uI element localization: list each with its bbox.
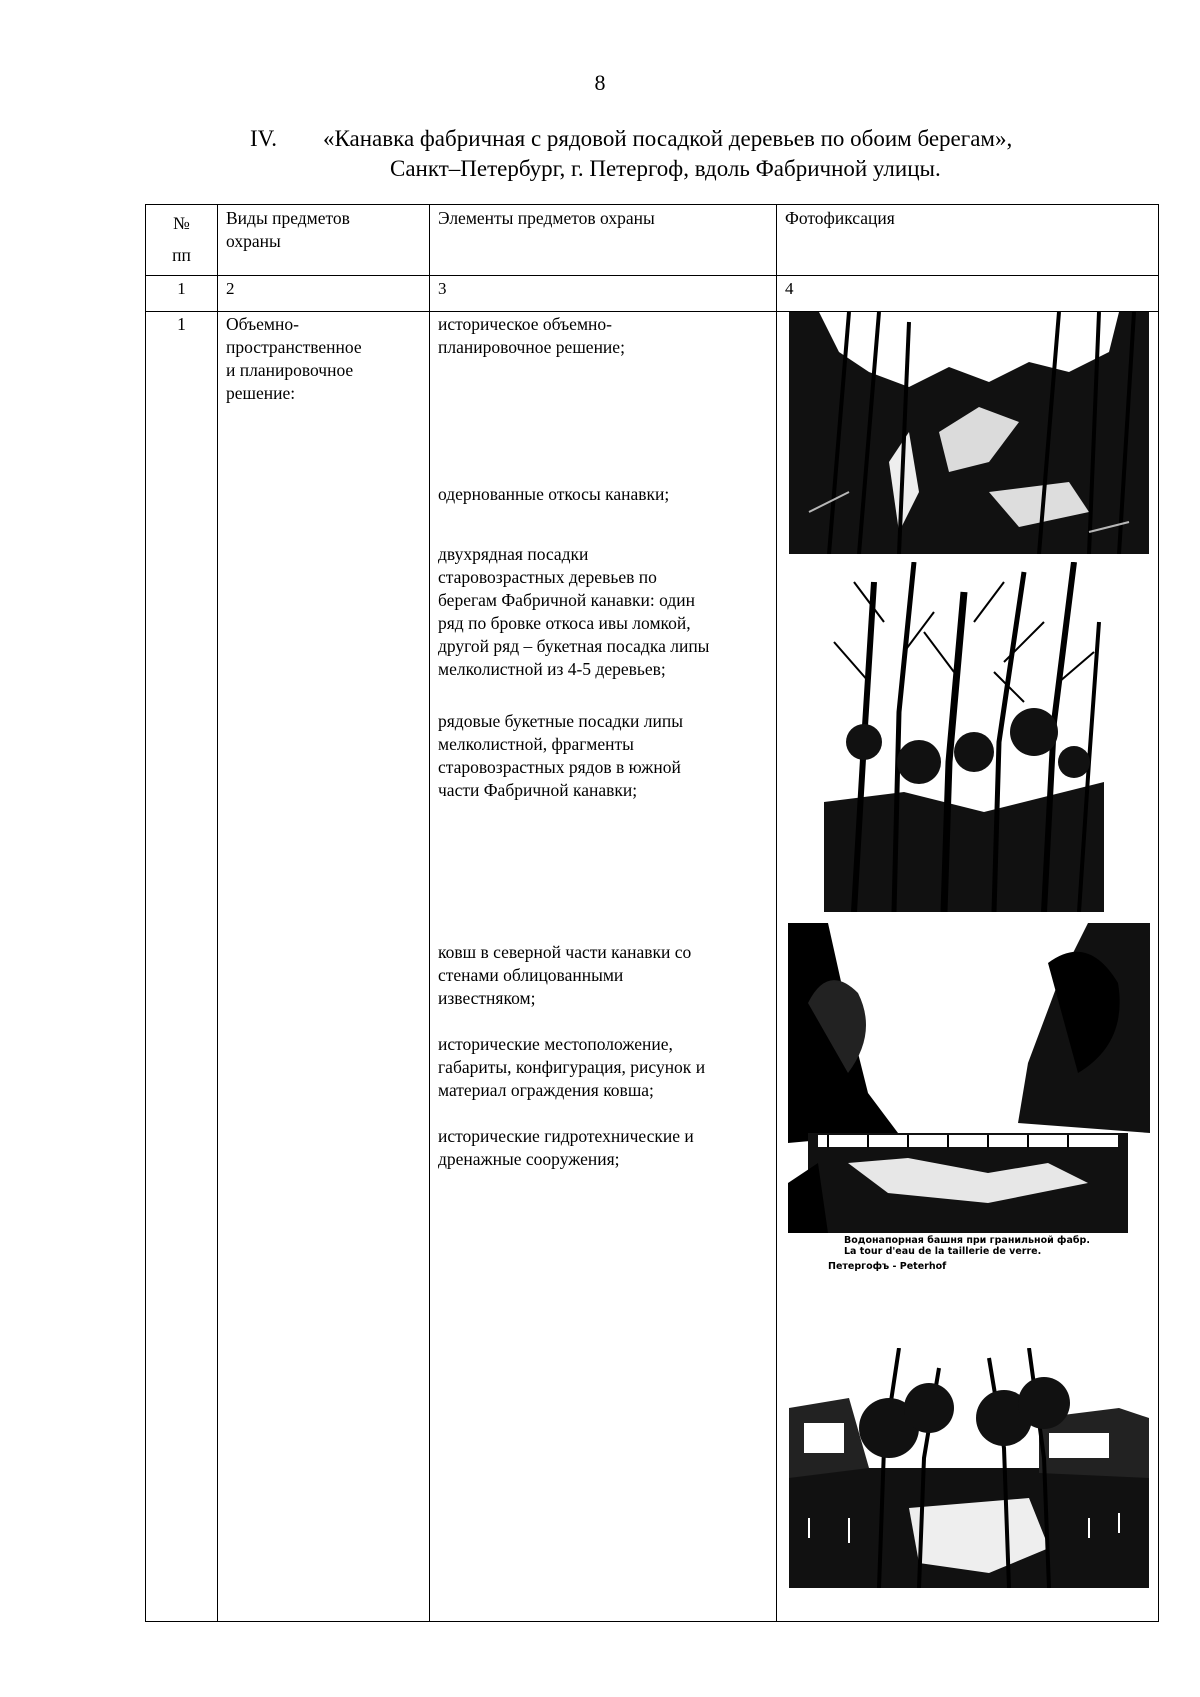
index-cell-1: 1 <box>177 279 186 298</box>
table-column-divider <box>776 205 777 1621</box>
element-item: двухрядная посадки старовозрастных деревьев по берегам Фабричной канавки: один ряд по бровке откоса ивы ломкой, другой ряд – букетная посадка липы мелколистной из 4-5 деревьев; <box>438 544 710 679</box>
header-number <box>146 207 217 271</box>
element-item: рядовые букетные посадки липы мелколистной, фрагменты старовозрастных рядов в южной части Фабричной канавки; <box>438 711 684 800</box>
section-number: IV. <box>250 126 278 151</box>
header-protection-elements: Элементы предметов охраны <box>438 208 655 228</box>
header-protection-types: Виды предметов охраны <box>226 208 350 251</box>
element-item: ковш в северной части канавки со стенами облицованными известняком; <box>438 942 692 1008</box>
postcard-caption: La tour d'eau de la taillerie de verre. <box>844 1246 1042 1257</box>
index-cell-2: 2 <box>226 279 235 298</box>
section-title-line1: «Канавка фабричная с рядовой посадкой деревьев по обоим берегам», <box>323 126 1013 151</box>
header-number-pp: пп <box>172 245 191 265</box>
element-item: одернованные откосы канавки; <box>438 484 670 504</box>
photo-tree-rows <box>824 562 1104 912</box>
page-number: 8 <box>594 70 606 95</box>
row-number: 1 <box>177 314 186 334</box>
header-number-sign: № <box>173 213 190 233</box>
table-column-divider <box>429 205 430 1621</box>
table-row-divider <box>146 275 1158 276</box>
element-item: исторические местоположение, габариты, конфигурация, рисунок и материал ограждения ковша; <box>438 1034 706 1100</box>
index-cell-4: 4 <box>785 279 794 298</box>
row-protection-type: Объемно- пространственное и планировочное решение: <box>226 314 362 403</box>
element-item: исторические гидротехнические и дренажные сооружения; <box>438 1126 694 1169</box>
postcard-caption: Водонапорная башня при гранильной фабр. <box>844 1235 1090 1246</box>
photo-canal-bucket <box>789 1348 1149 1588</box>
photo-canal-slopes <box>789 312 1149 554</box>
photo-water-tower-postcard <box>788 923 1150 1275</box>
table-column-divider <box>217 205 218 1621</box>
element-item: историческое объемно- планировочное решение; <box>438 314 625 357</box>
header-photo-record: Фотофиксация <box>785 208 895 228</box>
index-cell-3: 3 <box>438 279 447 298</box>
section-title-line2: Санкт–Петербург, г. Петергоф, вдоль Фабричной улицы. <box>390 156 941 181</box>
protection-table <box>145 204 1159 1622</box>
postcard-caption: Петергофъ - Peterhof <box>828 1261 947 1272</box>
